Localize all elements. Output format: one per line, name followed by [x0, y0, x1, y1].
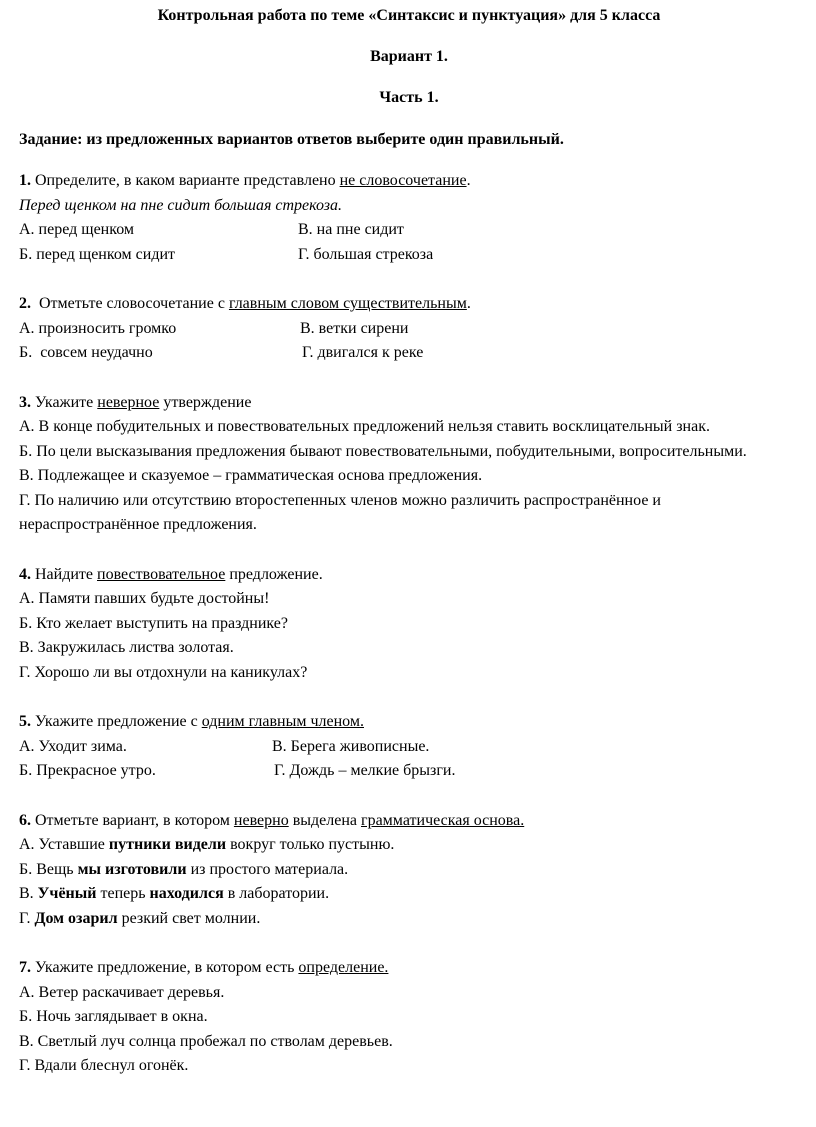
variant-heading: Вариант 1. — [370, 47, 448, 65]
answer-row — [19, 341, 799, 366]
answer-text: теперь — [96, 885, 150, 902]
answer-row — [19, 735, 799, 760]
question-1 — [19, 169, 799, 267]
answer-a: А. перед щенком — [19, 221, 135, 238]
answer-b: Б. По цели высказывания предложения бывают повествовательными, побудительными, вопросительными. — [19, 442, 747, 460]
underlined-term: повествовательное — [97, 565, 226, 583]
answer-v: В. ветки сирени — [300, 319, 409, 337]
answer-v: В. Светлый луч солнца пробежал по стволам деревьев. — [19, 1032, 393, 1050]
document-page — [19, 4, 799, 1104]
answer-g: Г. По наличию или отсутствию второстепенных членов можно различить распространённое и нераспространённое предложения. — [19, 491, 661, 533]
question-number: 5. — [19, 713, 31, 730]
part-heading: Часть 1. — [379, 89, 439, 106]
answer-v: В. Берега живописные. — [272, 737, 430, 755]
question-text-end: утверждение — [159, 393, 252, 411]
question-text-end: . — [466, 295, 471, 312]
bold-grammatical-basis: находился — [149, 885, 224, 902]
underlined-term: главным словом существительным — [228, 295, 467, 312]
bold-grammatical-basis: мы изготовили — [77, 860, 187, 878]
bold-grammatical-basis: Дом озарил — [34, 909, 118, 927]
answer-text: В. — [19, 885, 38, 902]
answer-b: Б. Кто желает выступить на празднике? — [19, 614, 288, 632]
question-text: Отметьте вариант, в котором — [31, 811, 234, 829]
answer-text: Г. — [19, 909, 35, 927]
question-4-prompt — [19, 563, 799, 588]
task-instruction: Задание: из предложенных вариантов ответов выберите один правильный. — [19, 130, 564, 148]
example-sentence: Перед щенком на пне сидит большая стрекоза. — [19, 196, 343, 214]
question-3-prompt — [19, 391, 799, 416]
answer-row — [19, 243, 799, 268]
question-5 — [19, 710, 799, 784]
question-7 — [19, 956, 799, 1079]
answer-g: Г. Вдали блеснул огонёк. — [19, 1057, 189, 1074]
answer-g: Г. Дождь – мелкие брызги. — [274, 762, 456, 779]
question-5-prompt — [19, 710, 799, 735]
bold-grammatical-basis: Учёный — [37, 885, 97, 902]
answer-text: вокруг только пустыню. — [226, 836, 395, 853]
underlined-term: не словосочетание — [339, 172, 467, 189]
question-number: 1. — [19, 172, 31, 189]
underlined-term: одним главным членом. — [201, 713, 364, 730]
answer-v — [19, 882, 799, 907]
underlined-term: неверное — [97, 393, 160, 411]
bold-grammatical-basis: путники видели — [108, 836, 227, 853]
answer-text: в лаборатории. — [223, 885, 330, 902]
answer-a: А. Памяти павших будьте достойны! — [19, 590, 270, 607]
question-text: Укажите предложение, в котором есть — [31, 959, 299, 976]
question-1-prompt — [19, 169, 799, 194]
answer-b: Б. Ночь заглядывает в окна. — [19, 1008, 208, 1025]
question-text: Укажите — [31, 393, 98, 411]
question-2 — [19, 292, 799, 366]
answer-text: А. Уставшие — [19, 836, 109, 853]
question-number: 2. — [19, 295, 31, 312]
answer-text: резкий свет молнии. — [117, 909, 261, 927]
question-text: Укажите предложение с — [31, 713, 202, 730]
underlined-term: неверно — [233, 811, 289, 829]
answer-v: В. Подлежащее и сказуемое – грамматическая основа предложения. — [19, 467, 483, 484]
answer-a: А. Ветер раскачивает деревья. — [19, 983, 225, 1001]
answer-g: Г. двигался к реке — [302, 344, 424, 361]
answer-v: В. Закружилась листва золотая. — [19, 639, 234, 656]
answer-g: Г. Хорошо ли вы отдохнули на каникулах? — [19, 663, 308, 681]
answer-a: А. произносить громко — [19, 319, 177, 337]
answer-g: Г. большая стрекоза — [298, 245, 434, 263]
answer-text: Б. Вещь — [19, 860, 78, 878]
answer-b: Б. Прекрасное утро. — [19, 762, 156, 779]
answer-v: В. на пне сидит — [298, 221, 404, 238]
answer-a — [19, 833, 799, 858]
document-title: Контрольная работа по теме «Синтаксис и пунктуация» для 5 класса — [157, 7, 661, 24]
question-text: Отметьте словосочетание с — [31, 295, 229, 312]
answer-b: Б. совсем неудачно — [19, 344, 153, 361]
answer-b: Б. перед щенком сидит — [19, 245, 176, 263]
answer-row — [19, 218, 799, 243]
question-7-prompt — [19, 956, 799, 981]
question-number: 6. — [19, 811, 31, 829]
underlined-term: грамматическая основа. — [361, 811, 525, 829]
answer-text: из простого материала. — [186, 860, 349, 878]
question-text: Найдите — [31, 565, 98, 583]
question-text-mid: выделена — [288, 811, 362, 829]
question-4 — [19, 563, 799, 686]
question-text-end: . — [466, 172, 471, 189]
answer-row — [19, 317, 799, 342]
answer-a: А. В конце побудительных и повествовательных предложений нельзя ставить восклицательный знак. — [19, 418, 710, 435]
question-number: 3. — [19, 393, 31, 411]
answer-b — [19, 858, 799, 883]
question-number: 4. — [19, 565, 31, 583]
question-text-end: предложение. — [225, 565, 323, 583]
question-3 — [19, 391, 799, 538]
question-6 — [19, 809, 799, 932]
answer-a: А. Уходит зима. — [19, 737, 127, 755]
answer-row — [19, 759, 799, 784]
answer-g — [19, 907, 799, 932]
question-6-prompt — [19, 809, 799, 834]
question-text: Определите, в каком варианте представлено — [31, 172, 340, 189]
underlined-term: определение. — [298, 959, 389, 976]
question-number: 7. — [19, 959, 31, 976]
question-2-prompt — [19, 292, 799, 317]
